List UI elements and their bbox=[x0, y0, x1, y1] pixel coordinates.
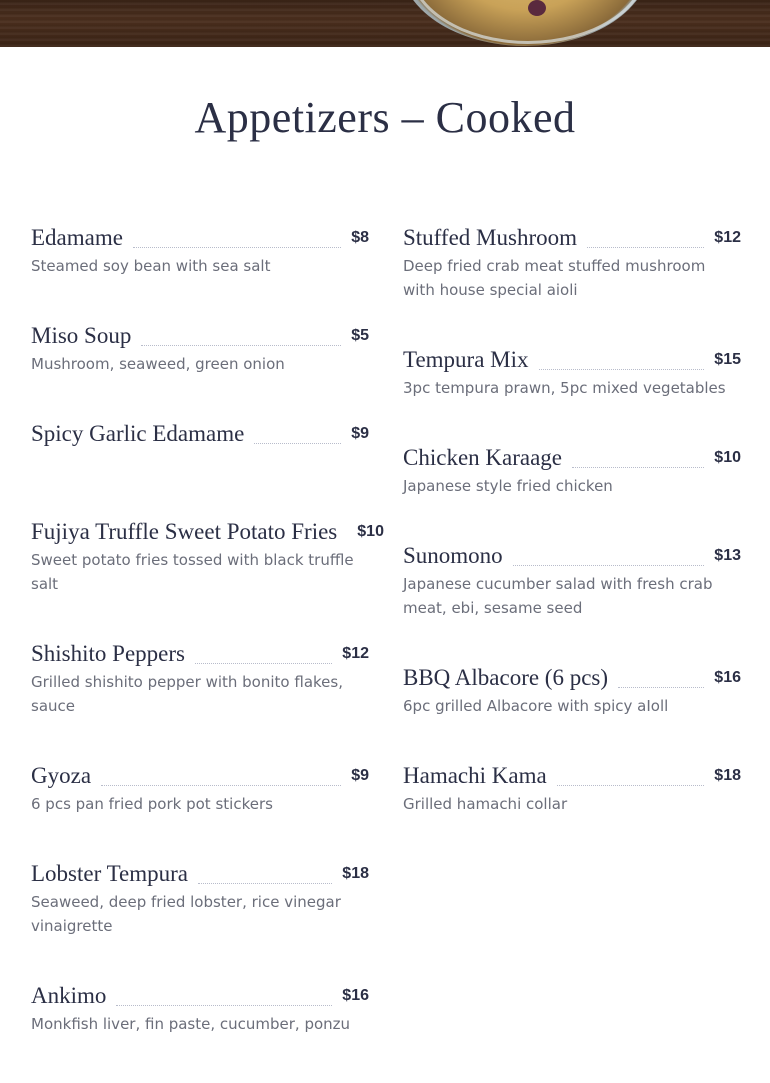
item-description: Seaweed, deep fried lobster, rice vinegar vinaigrette bbox=[31, 893, 341, 935]
item-price: $18 bbox=[714, 767, 741, 784]
menu-item bbox=[403, 442, 741, 498]
menu-item bbox=[403, 760, 741, 816]
menu-item bbox=[31, 222, 369, 278]
menu-item bbox=[31, 320, 369, 376]
item-price: $12 bbox=[342, 645, 369, 662]
dotted-leader bbox=[587, 246, 704, 248]
item-name: Ankimo bbox=[31, 983, 107, 1008]
item-name: Lobster Tempura bbox=[31, 861, 189, 886]
item-description: Japanese cucumber salad with fresh crab meat, ebi, sesame seed bbox=[403, 575, 713, 617]
item-name: Fujiya Truffle Sweet Potato Fries bbox=[31, 519, 338, 544]
dotted-leader bbox=[116, 1004, 332, 1006]
item-price: $15 bbox=[714, 351, 741, 368]
hero-food-image bbox=[0, 0, 770, 47]
menu-item bbox=[31, 516, 384, 596]
dotted-leader bbox=[618, 686, 704, 688]
item-price: $10 bbox=[357, 523, 384, 540]
item-price: $13 bbox=[714, 547, 741, 564]
item-price: $18 bbox=[342, 865, 369, 882]
item-name: Shishito Peppers bbox=[31, 641, 185, 666]
dotted-leader bbox=[195, 662, 332, 664]
menu-item bbox=[403, 222, 741, 302]
item-description: Mushroom, seaweed, green onion bbox=[31, 355, 285, 373]
item-price: $10 bbox=[714, 449, 741, 466]
item-name: Tempura Mix bbox=[403, 347, 529, 372]
item-price: $5 bbox=[351, 327, 369, 344]
menu-item bbox=[31, 980, 369, 1036]
menu-item bbox=[31, 760, 369, 816]
menu-item bbox=[31, 638, 369, 718]
item-name: Sunomono bbox=[403, 543, 503, 568]
item-price: $8 bbox=[351, 229, 369, 246]
item-name: Chicken Karaage bbox=[403, 445, 563, 470]
garnish bbox=[528, 0, 546, 16]
dotted-leader bbox=[198, 882, 332, 884]
dotted-leader bbox=[141, 344, 341, 346]
item-description: 3pc tempura prawn, 5pc mixed vegetables bbox=[403, 379, 726, 397]
menu-item bbox=[31, 858, 369, 938]
item-description: Grilled shishito pepper with bonito flakes, sauce bbox=[31, 673, 343, 715]
menu-item bbox=[31, 418, 369, 450]
item-name: Stuffed Mushroom bbox=[403, 225, 577, 250]
item-price: $9 bbox=[351, 425, 369, 442]
item-description: Monkfish liver, fin paste, cucumber, ponzu bbox=[31, 1015, 351, 1033]
item-name: Spicy Garlic Edamame bbox=[31, 421, 245, 446]
dotted-leader bbox=[557, 784, 705, 786]
menu-column-right bbox=[403, 222, 741, 816]
item-description: Deep fried crab meat stuffed mushroom with house special aioli bbox=[403, 257, 706, 299]
dotted-leader bbox=[101, 784, 341, 786]
menu-column-left bbox=[31, 222, 384, 1036]
item-description: 6pc grilled Albacore with spicy aIoll bbox=[403, 697, 669, 715]
dotted-leader bbox=[539, 368, 705, 370]
item-price: $9 bbox=[351, 767, 369, 784]
item-description: Steamed soy bean with sea salt bbox=[31, 257, 271, 275]
item-name: BBQ Albacore (6 pcs) bbox=[403, 665, 609, 690]
menu-item bbox=[403, 662, 741, 718]
wood-texture bbox=[0, 0, 770, 47]
item-description: Sweet potato fries tossed with black truffle salt bbox=[31, 551, 354, 593]
item-price: $16 bbox=[714, 669, 741, 686]
section-title: Appetizers – Cooked bbox=[194, 93, 576, 142]
item-name: Miso Soup bbox=[31, 323, 132, 348]
item-description: Japanese style fried chicken bbox=[403, 477, 613, 495]
item-price: $16 bbox=[342, 987, 369, 1004]
item-description: 6 pcs pan fried pork pot stickers bbox=[31, 795, 273, 813]
dotted-leader bbox=[572, 466, 704, 468]
item-price: $12 bbox=[714, 229, 741, 246]
item-description: Grilled hamachi collar bbox=[403, 795, 568, 813]
menu-item bbox=[403, 344, 741, 400]
item-name: Hamachi Kama bbox=[403, 763, 547, 788]
item-name: Gyoza bbox=[31, 763, 92, 788]
dotted-leader bbox=[254, 442, 341, 444]
menu-item bbox=[403, 540, 741, 620]
dotted-leader bbox=[133, 246, 341, 248]
item-name: Edamame bbox=[31, 225, 123, 250]
dotted-leader bbox=[513, 564, 705, 566]
